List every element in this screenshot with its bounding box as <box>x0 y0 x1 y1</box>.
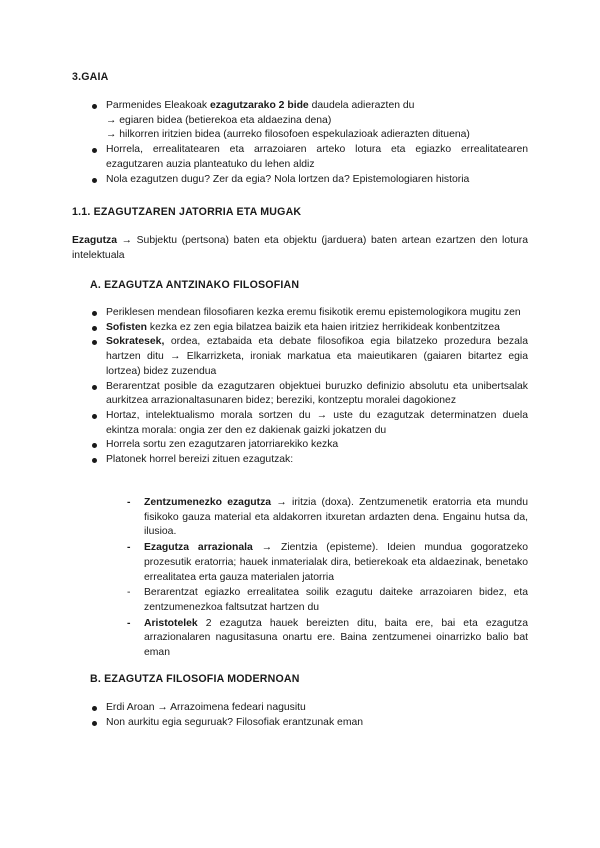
list-item <box>90 335 528 379</box>
list-item <box>90 453 528 468</box>
document-title: 3.GAIA <box>72 71 109 83</box>
item-bold: Sofisten <box>106 321 147 333</box>
list-item <box>90 701 528 716</box>
item-text: Hortaz, intelektualismo morala sortzen du → uste du ezagutzak determinatzen duela ekintza morala: ongia zer den ez dakienak gaizki jokatzen du <box>106 409 528 436</box>
list-item <box>90 99 528 143</box>
list-item <box>90 306 528 321</box>
item-bold: Sokratesek, <box>106 336 165 348</box>
definition-text: → Subjektu (pertsona) baten eta objektu (jarduera) baten artean ezartzen den lotura intelektuala <box>72 235 528 261</box>
item-text: ordea, eztabaida eta debate filosofikoa egia bilatzeko prozedura bezala hartzen ditu → Elkarrizketa, ironiak markatua eta maieutikaren (gaiaren bitartez egia lortzea) bidez zuzendua <box>106 336 528 377</box>
item-text: 2 ezagutza hauek bereizten ditu, baita ere, bai eta ezagutza arrazionalaren nagusitasuna onartu ere. Baina zentzumenei oinarrizko balio bat eman <box>144 617 528 659</box>
list-item <box>90 716 528 731</box>
item-text: Horrela, errealitatearen eta arrazoiaren arteko lotura eta egiazko errealitatearen ezagutzaren auzia planteatuko du lehen aldiz <box>106 144 528 170</box>
item-text: Periklesen mendean filosofiaren kezka eremu fisikotik eremu epistemologikora mugitu zen <box>106 307 521 318</box>
intro-list <box>90 99 528 187</box>
sub-line: → hilkorren iritzien bidea (aurreko filosofoen espekulazioak adierazten dituena) <box>106 129 470 141</box>
definition-term: Ezagutza <box>72 235 118 246</box>
list-item <box>90 173 528 188</box>
list-item <box>90 409 528 438</box>
item-text: Platonek horrel bereizi zituen ezagutzak: <box>106 454 294 466</box>
item-text: Erdi Aroan → Arrazoimena fedeari nagusitu <box>106 702 306 713</box>
dash-item <box>126 617 528 661</box>
section-b-list <box>90 701 528 730</box>
item-text: kezka ez zen egia bilatzea baizik eta haien iritziez herrikideak konbentzitzea <box>147 321 500 333</box>
item-bold: ezagutzarako 2 bide <box>209 100 309 111</box>
item-text: Nola ezagutzen dugu? Zer da egia? Nola lortzen da? Epistemologiaren historia <box>106 173 470 185</box>
item-text: Berarentzat egiazko errealitatea soilik ezagutu daiteke arrazoiaren bidez, eta zentzumenezkoa faltsutzat hartzen du <box>144 587 528 613</box>
platon-dash-list <box>126 496 528 662</box>
section-heading-b: B. EZAGUTZA FILOSOFIA MODERNOAN <box>90 673 300 685</box>
sub-line: → egiaren bidea (betierekoa eta aldaezina dena) <box>106 114 332 126</box>
item-bold: Zentzumenezko ezagutza <box>144 497 272 508</box>
list-item <box>90 143 528 172</box>
list-item <box>90 438 528 453</box>
dash-item <box>126 541 528 585</box>
list-item <box>90 380 528 409</box>
definition-paragraph <box>72 234 528 263</box>
dash-item <box>126 496 528 540</box>
item-text: Berarentzat posible da ezagutzaren objektuei buruzko definizio absolutu eta unibertsalak aurkitzea arrazionaltasunaren bidez; bereziki, kontzeptu moralei dagokionez <box>106 380 528 407</box>
item-text: Horrela sortu zen ezagutzaren jatorriarekiko kezka <box>106 439 339 451</box>
item-text: Non aurkitu egia seguruak? Filosofiak erantzunak eman <box>106 716 364 728</box>
section-heading-1-1: 1.1. EZAGUTZAREN JATORRIA ETA MUGAK <box>72 206 302 218</box>
item-bold: Ezagutza arrazionala <box>144 542 253 554</box>
item-text: → iritzia (doxa). Zentzumenetik eratorria eta mundu fisikoko gauza material eta aldakorren itxuretan ardazten dena. Engainu hutsa da, ilusioa. <box>144 497 528 538</box>
list-item <box>90 321 528 336</box>
item-bold: Aristotelek <box>144 617 198 629</box>
item-text: → Zientzia (episteme). Ideien mundua gogoratzeko prozesutik eratorria; hauek inmaterialak dira, betierekoak eta aldaezinak, benetako errealitatea erta gauza materialen jatorria <box>144 542 528 583</box>
dash-item <box>126 586 528 615</box>
section-a-list <box>90 306 528 468</box>
section-heading-a: A. EZAGUTZA ANTZINAKO FILOSOFIAN <box>90 279 300 291</box>
item-text: Parmenides Eleakoak <box>106 100 210 111</box>
item-text: daudela adierazten du <box>308 100 415 111</box>
